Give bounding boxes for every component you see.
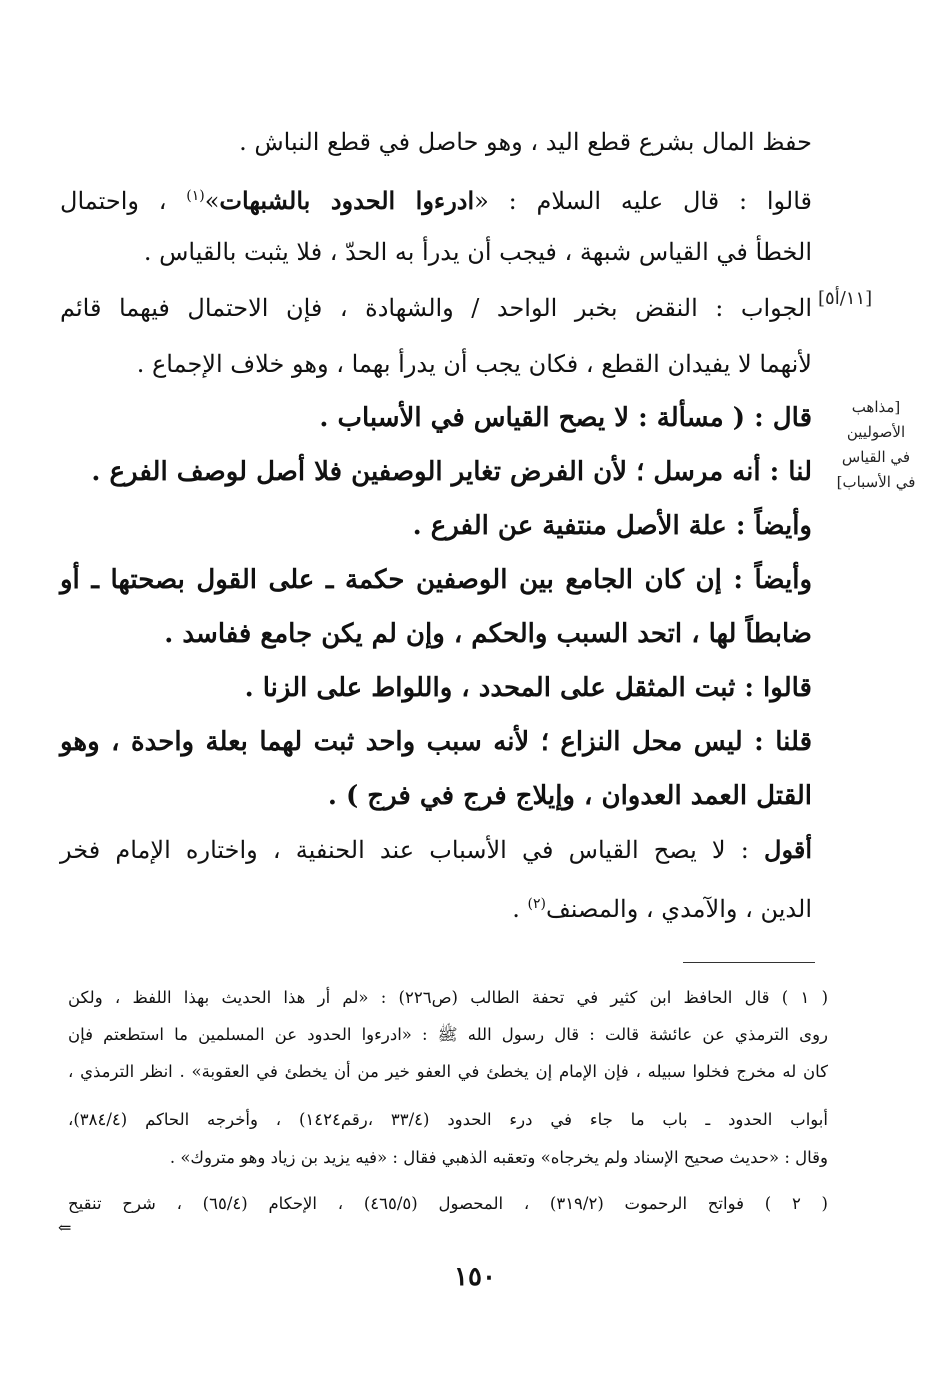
text-fragment: : لا يصح القياس في الأسباب عند الحنفية ، واختاره الإمام فخر (60, 836, 765, 864)
footnote-line: وقال : «حديث صحيح الإسناد ولم يخرجاه» وتعقبه الذهبي فقال : «فيه يزيد بن زياد وهو متروك» . (169, 1148, 828, 1167)
continuation-arrow-icon: ⇐ (58, 1218, 72, 1237)
page-number: ١٥٠ (454, 1262, 496, 1292)
text-fragment: . (512, 895, 528, 923)
aqul-heading: أقول (764, 835, 812, 864)
margin-topic-note (822, 395, 930, 495)
text-line-12: قلنا : ليس محل النزاع ؛ لأنه سبب واحد ثبت لهما بعلة واحدة ، وهو (60, 727, 812, 757)
margin-note-line: [مذاهب (851, 398, 901, 416)
margin-note-line: في القياس (841, 448, 911, 466)
footnote-line: أبواب الحدود ـ باب ما جاء في درء الحدود (٣٣/٤ ،رقم١٤٢٤) ، وأخرجه الحاكم (٣٨٤/٤)، (68, 1110, 828, 1129)
footnote-line: ( ١ ) قال الحافظ ابن كثير في تحفة الطالب (ص٢٢٦) : «لم أر هذا الحديث بهذا اللفظ ، ولكن (68, 988, 829, 1007)
text-line-15 (512, 884, 812, 929)
text-line-10: ضابطاً لها ، اتحد السبب والحكم ، وإن لم يكن جامع ففاسد . (164, 619, 812, 649)
footnote-ref-2: (٢) (527, 896, 546, 912)
text-line-11: قالوا : ثبت المثقل على المحدد ، واللواط على الزنا . (244, 673, 812, 703)
quote-close: » (204, 187, 220, 215)
text-line-14 (60, 830, 812, 870)
footnote-line: روى الترمذي عن عائشة قالت : قال رسول الله ﷺ : «ادرءوا الحدود عن المسلمين ما استطعتم فإن (68, 1025, 828, 1044)
text-line-4: الجواب : النقض بخبر الواحد / والشهادة ، فإن الاحتمال فيهما قائم (60, 294, 812, 322)
text-line-2 (60, 176, 812, 221)
footnote-separator (683, 962, 815, 963)
margin-note-line: في الأسباب] (836, 473, 916, 491)
footnote-line: كان له مخرج فخلوا سبيله ، فإن الإمام إن يخطئ في العفو خير من أن يخطئ في العقوبة» . انظر الترمذي ، (68, 1062, 828, 1081)
text-line-1: حفظ المال بشرع قطع اليد ، وهو حاصل في قطع النباش . (239, 128, 812, 156)
text-fragment: ، واحتمال (60, 187, 187, 215)
hadith-quote: ادرءوا الحدود بالشبهات (219, 186, 475, 215)
quote-intro: قالوا : قال عليه السلام : « (474, 187, 812, 215)
text-line-13: القتل العمد العدوان ، وإيلاج فرج في فرج ) . (327, 781, 812, 811)
manuscript-folio-ref: [١١/أ٥] (818, 288, 873, 309)
footnote-ref-1: (١) (186, 188, 205, 204)
text-line-5: لأنهما لا يفيدان القطع ، فكان يجب أن يدرأ بهما ، وهو خلاف الإجماع . (136, 350, 812, 378)
text-fragment: الدين ، والآمدي ، والمصنف (545, 895, 812, 923)
text-line-7: لنا : أنه مرسل ؛ لأن الفرض تغاير الوصفين فلا أصل لوصف الفرع . (91, 457, 812, 487)
text-line-6: قال : ( مسألة : لا يصح القياس في الأسباب . (319, 403, 812, 433)
margin-note-line: الأصوليين (846, 423, 906, 441)
footnote-line: ( ٢ ) فواتح الرحموت (٣١٩/٢) ، المحصول (٤٦٥/٥) ، الإحكام (٦٥/٤) ، شرح تنقيح (68, 1194, 828, 1213)
text-line-3: الخطأ في القياس شبهة ، فيجب أن يدرأ به الحدّ ، فلا يثبت بالقياس . (143, 238, 812, 266)
text-line-9: وأيضاً : إن كان الجامع بين الوصفين حكمة ـ على القول بصحتها ـ أو (60, 565, 812, 595)
text-line-8: وأيضاً : علة الأصل منتفية عن الفرع . (412, 511, 812, 541)
